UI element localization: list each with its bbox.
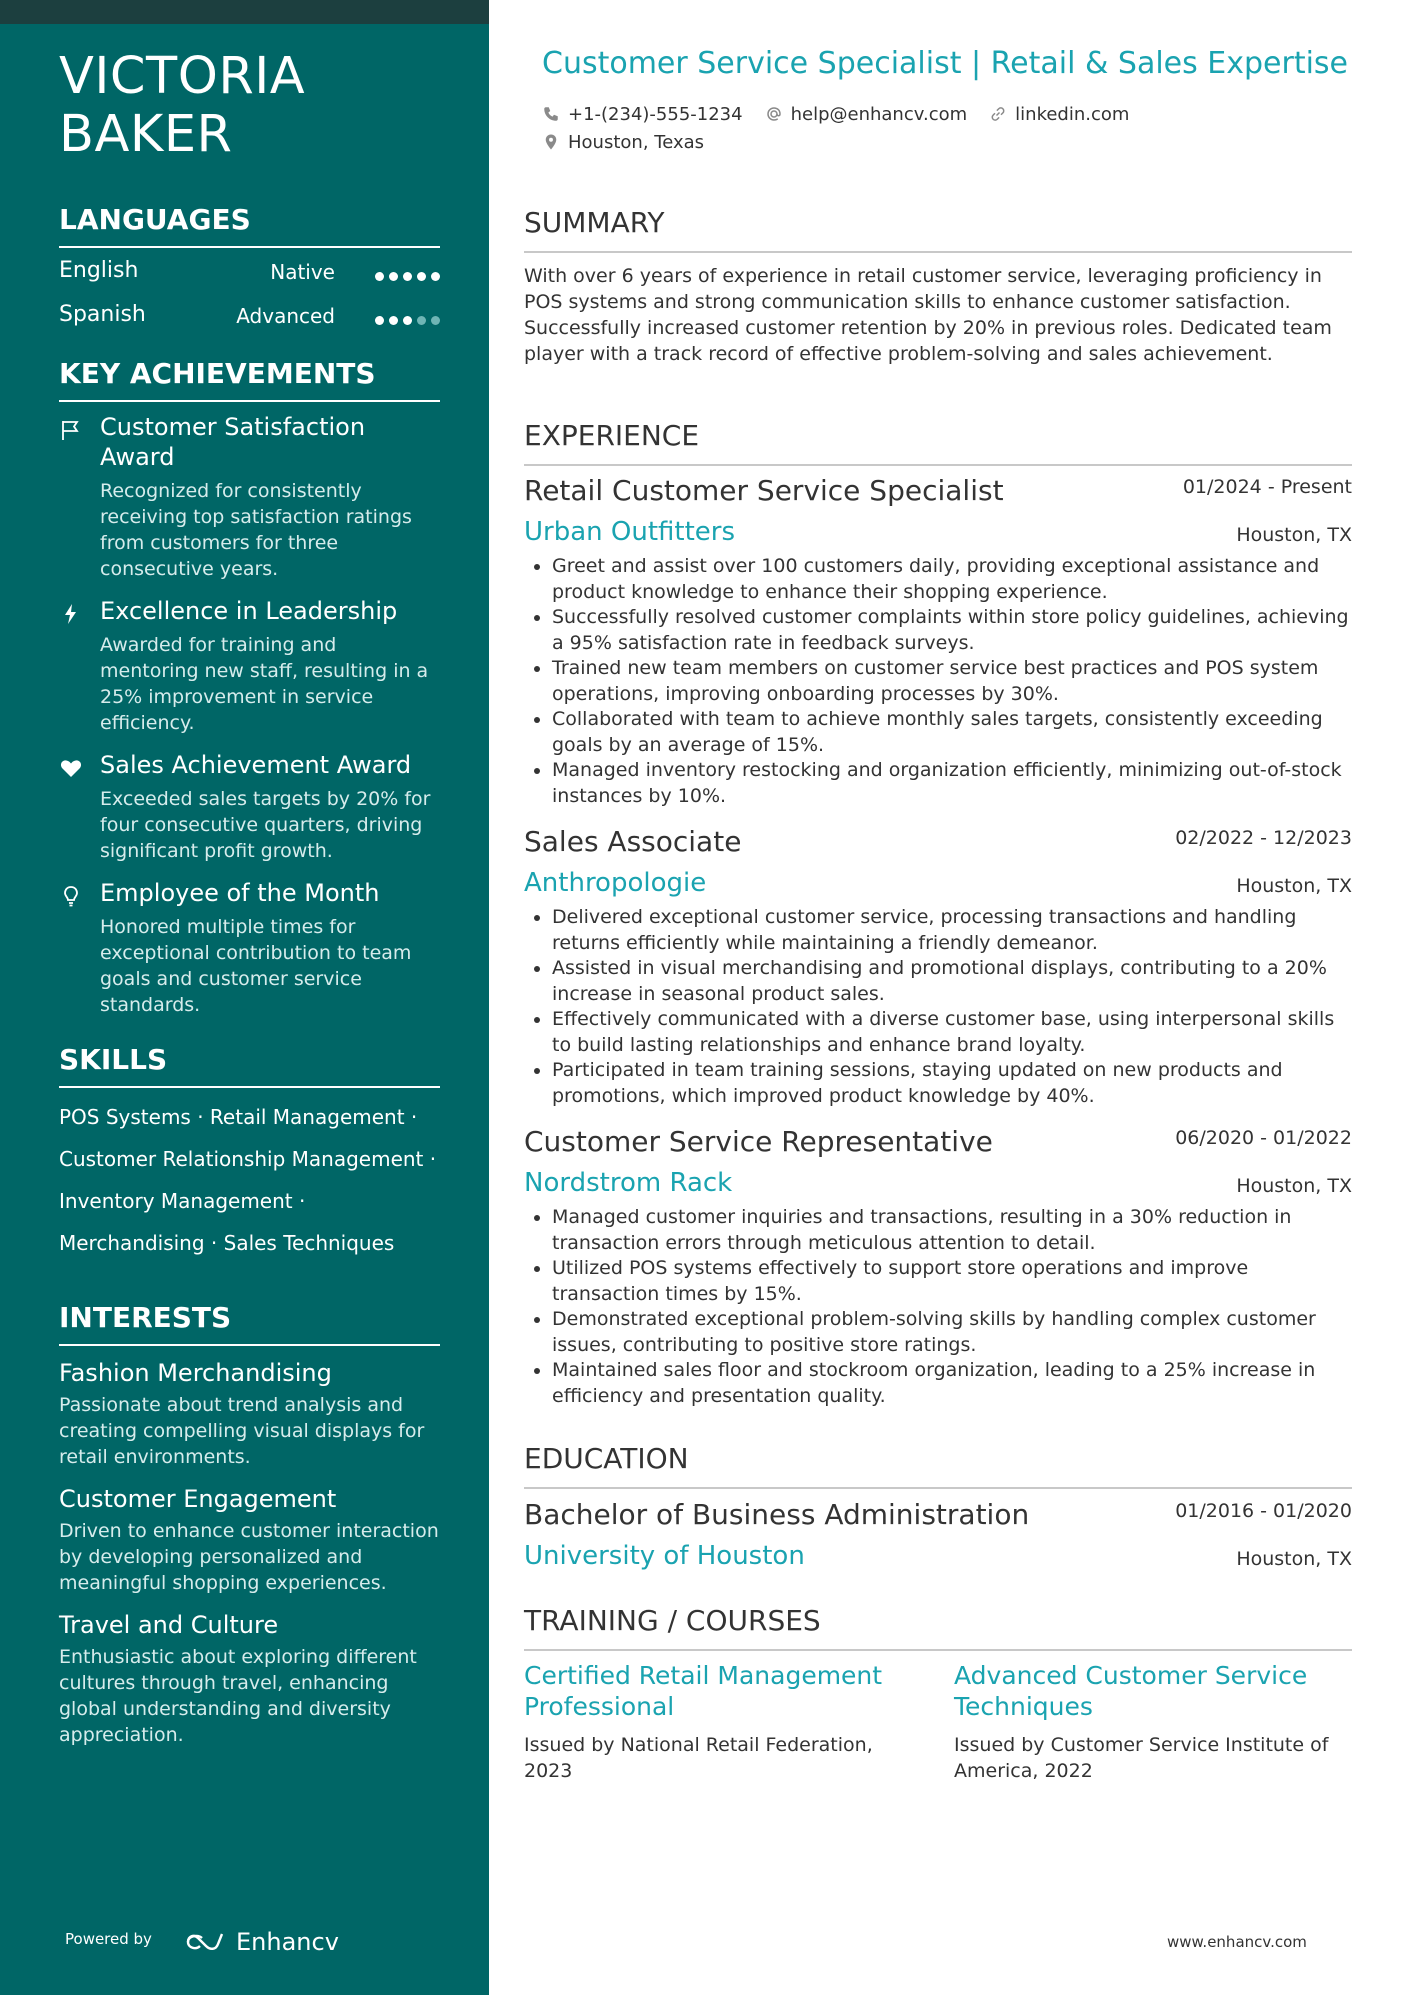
headline: Customer Service Specialist | Retail & Sales Expertise <box>542 46 1349 81</box>
footer-url[interactable]: www.enhancv.com <box>1167 1933 1307 1951</box>
powered-by-label: Powered by <box>65 1930 152 1948</box>
job-bullet: • Participated in team training sessions, staying updated on new products and promotions, which improved product knowledge by 40%. <box>552 1058 1352 1109</box>
job-bullets <box>524 1205 1352 1409</box>
interest-description: Enthusiastic about exploring different cultures through travel, enhancing global understanding and diversity appreciation. <box>59 1646 417 1746</box>
job-dates: 06/2020 - 01/2022 <box>1175 1127 1352 1149</box>
summary-text: With over 6 years of experience in retail customer service, leveraging proficiency in POS systems and strong communication skills to enhance customer satisfaction. Successfully increased customer retention by 20% in previous roles. Dedicated team player with a track record of effective problem-solving and sales achievement. <box>524 265 1332 365</box>
job-bullets <box>524 554 1352 809</box>
language-name: English <box>59 258 139 283</box>
phone-number: +1-(234)-555-1234 <box>568 103 743 125</box>
summary-heading: SUMMARY <box>524 205 1352 253</box>
course-description: Issued by Customer Service Institute of America, 2022 <box>954 1734 1329 1782</box>
job-location: Houston, TX <box>1236 1175 1352 1197</box>
education-dates: 01/2016 - 01/2020 <box>1175 1500 1352 1522</box>
proficiency-dot-empty <box>417 316 426 325</box>
job-company: Nordstrom Rack <box>524 1168 733 1198</box>
interests-heading: INTERESTS <box>59 1300 440 1346</box>
interests-section <box>59 1300 440 1748</box>
achievement-item <box>59 750 440 864</box>
language-row <box>59 248 440 292</box>
location-item <box>542 132 704 153</box>
languages-section <box>59 202 440 336</box>
lightbulb-icon <box>59 884 83 908</box>
job-dates: 01/2024 - Present <box>1182 476 1352 498</box>
education-location: Houston, TX <box>1236 1548 1352 1570</box>
languages-heading: LANGUAGES <box>59 202 440 248</box>
job-title: Sales Associate <box>524 825 742 858</box>
job-bullets <box>524 905 1352 1109</box>
skill-line: Merchandising · Sales Techniques <box>59 1231 395 1255</box>
job-bullet: • Maintained sales floor and stockroom organization, leading to a 25% increase in efficiency and presentation quality. <box>552 1358 1352 1409</box>
training-heading: TRAINING / COURSES <box>524 1603 1352 1651</box>
bolt-icon <box>59 602 83 626</box>
location-pin-icon <box>542 133 560 151</box>
interest-description: Driven to enhance customer interaction by developing personalized and meaningful shopping experiences. <box>59 1520 439 1594</box>
education-heading: EDUCATION <box>524 1441 1352 1489</box>
achievement-title: Employee of the Month <box>100 879 380 907</box>
job-dates: 02/2022 - 12/2023 <box>1175 827 1352 849</box>
sidebar <box>0 0 489 1995</box>
experience-heading: EXPERIENCE <box>524 418 1352 466</box>
proficiency-dot <box>403 272 412 281</box>
skill-line: Inventory Management · <box>59 1189 306 1213</box>
enhancv-logo-icon <box>184 1930 230 1954</box>
course-title: Advanced Customer Service Techniques <box>954 1661 1308 1721</box>
heart-icon <box>59 756 83 780</box>
interest-description: Passionate about trend analysis and creating compelling visual displays for retail environments. <box>59 1394 425 1468</box>
achievement-title: Excellence in Leadership <box>100 597 398 625</box>
job-location: Houston, TX <box>1236 524 1352 546</box>
achievement-description: Honored multiple times for exceptional contribution to team goals and customer service standards. <box>100 916 412 1016</box>
interest-title: Fashion Merchandising <box>59 1359 332 1387</box>
job-company: Anthropologie <box>524 868 707 898</box>
candidate-name <box>59 48 440 164</box>
skill-line: POS Systems · Retail Management · <box>59 1105 418 1129</box>
achievement-description: Recognized for consistently receiving top satisfaction ratings from customers for three consecutive years. <box>100 480 412 580</box>
proficiency-dots <box>370 262 440 287</box>
flag-icon <box>59 418 83 442</box>
interest-title: Customer Engagement <box>59 1485 337 1513</box>
job-bullet: • Managed inventory restocking and organization efficiently, minimizing out-of-stock instances by 10%. <box>552 758 1352 809</box>
location-text: Houston, Texas <box>568 131 705 153</box>
contact-info <box>542 100 1151 156</box>
job-bullet: • Assisted in visual merchandising and promotional displays, contributing to a 20% increase in seasonal product sales. <box>552 956 1352 1007</box>
job-bullet: • Successfully resolved customer complaints within store policy guidelines, achieving a 95% satisfaction rate in feedback surveys. <box>552 605 1352 656</box>
phone-item <box>542 104 743 125</box>
email-item[interactable] <box>765 104 968 125</box>
course-description: Issued by National Retail Federation, 2023 <box>524 1734 873 1782</box>
proficiency-dots <box>370 306 440 331</box>
proficiency-dot <box>389 316 398 325</box>
job-bullet: • Effectively communicated with a diverse customer base, using interpersonal skills to build lasting relationships and enhance brand loyalty. <box>552 1007 1352 1058</box>
phone-icon <box>542 105 560 123</box>
achievement-item <box>59 878 440 1018</box>
achievement-title: Sales Achievement Award <box>100 751 412 779</box>
enhancv-brand: Enhancv <box>236 1928 339 1956</box>
job-company: Urban Outfitters <box>524 517 736 547</box>
proficiency-dot <box>375 316 384 325</box>
job-bullet: • Greet and assist over 100 customers daily, providing exceptional assistance and product knowledge to enhance their shopping experience. <box>552 554 1352 605</box>
name-line-2: BAKER <box>59 105 233 164</box>
achievement-title: Customer Satisfaction Award <box>100 413 366 471</box>
job-title: Retail Customer Service Specialist <box>524 474 1004 507</box>
degree-title: Bachelor of Business Administration <box>524 1498 1030 1531</box>
achievement-item <box>59 596 440 736</box>
name-line-1: VICTORIA <box>59 47 306 106</box>
skills-heading: SKILLS <box>59 1042 440 1088</box>
language-name: Spanish <box>59 302 146 327</box>
interest-title: Travel and Culture <box>59 1611 279 1639</box>
linkedin-url: linkedin.com <box>1015 103 1130 125</box>
email-address: help@enhancv.com <box>790 103 968 125</box>
job-entry <box>524 1125 1352 1409</box>
job-bullet: • Utilized POS systems effectively to support store operations and improve transaction times by 15%. <box>552 1256 1352 1307</box>
proficiency-dot-empty <box>431 316 440 325</box>
sidebar-top-bar <box>0 0 489 24</box>
job-bullet: • Delivered exceptional customer service, processing transactions and handling returns efficiently while maintaining a friendly demeanor. <box>552 905 1352 956</box>
course-item <box>524 1660 924 1784</box>
job-title: Customer Service Representative <box>524 1125 993 1158</box>
language-row <box>59 292 440 336</box>
education-entry <box>524 1498 1352 1572</box>
proficiency-dot <box>417 272 426 281</box>
proficiency-dot <box>431 272 440 281</box>
school-name: University of Houston <box>524 1541 805 1571</box>
job-entry <box>524 825 1352 1109</box>
link-icon <box>989 105 1007 123</box>
achievement-description: Awarded for training and mentoring new staff, resulting in a 25% improvement in service efficiency. <box>100 634 429 734</box>
language-level: Native <box>270 260 335 284</box>
job-bullet: • Demonstrated exceptional problem-solving skills by handling complex customer issues, contributing to positive store ratings. <box>552 1307 1352 1358</box>
skill-line: Customer Relationship Management · <box>59 1147 437 1171</box>
job-location: Houston, TX <box>1236 875 1352 897</box>
job-bullet: • Collaborated with team to achieve monthly sales targets, consistently exceeding goals by an average of 15%. <box>552 707 1352 758</box>
achievement-item <box>59 412 440 582</box>
course-item <box>954 1660 1354 1784</box>
proficiency-dot <box>389 272 398 281</box>
job-bullet: • Trained new team members on customer service best practices and POS system operations, improving onboarding processes by 30%. <box>552 656 1352 707</box>
language-level: Advanced <box>236 304 335 328</box>
achievements-heading: KEY ACHIEVEMENTS <box>59 356 440 402</box>
linkedin-item[interactable] <box>989 104 1129 125</box>
proficiency-dot <box>403 316 412 325</box>
achievement-description: Exceeded sales targets by 20% for four consecutive quarters, driving significant profit growth. <box>100 788 431 862</box>
job-bullet: • Managed customer inquiries and transactions, resulting in a 30% reduction in transaction errors through meticulous attention to detail. <box>552 1205 1352 1256</box>
proficiency-dot <box>375 272 384 281</box>
achievements-section <box>59 356 440 1018</box>
at-icon <box>765 105 783 123</box>
course-title: Certified Retail Management Professional <box>524 1661 883 1721</box>
job-entry <box>524 474 1352 809</box>
skills-section <box>59 1042 440 1256</box>
enhancv-logo[interactable] <box>184 1928 339 1956</box>
